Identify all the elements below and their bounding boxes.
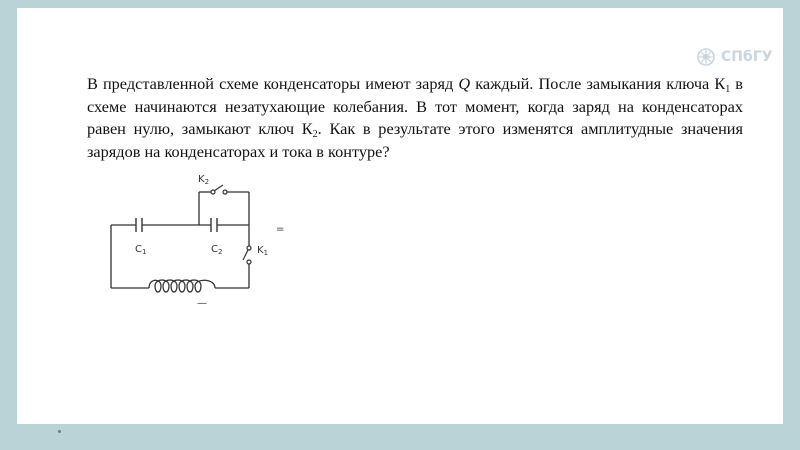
task-text bbox=[87, 73, 743, 163]
dash-mark: — bbox=[197, 298, 207, 308]
capacitor-c1 bbox=[136, 218, 142, 232]
c1-label: $C_1$ bbox=[135, 244, 147, 256]
capacitor-c2 bbox=[211, 218, 217, 232]
switch-k1 bbox=[243, 246, 251, 264]
k1-label: $K_1$ bbox=[257, 245, 269, 257]
circuit-wires bbox=[111, 192, 249, 288]
k2-subscript: 2 bbox=[312, 129, 318, 140]
logo-text: СПбГУ bbox=[721, 49, 773, 65]
page-indicator-dot bbox=[58, 430, 61, 433]
k2-label: $K_2$ bbox=[198, 174, 210, 186]
emblem-icon bbox=[695, 46, 717, 68]
university-logo bbox=[695, 46, 772, 68]
circuit-diagram bbox=[105, 168, 289, 308]
task-paragraph bbox=[87, 73, 743, 163]
switch-k2 bbox=[211, 185, 227, 194]
c2-label: $C_2$ bbox=[211, 244, 223, 256]
task-text-part2: каждый. После замыкания ключа К bbox=[470, 74, 726, 93]
task-text-part1: В представленной схеме конденсаторы имеют заряд bbox=[87, 74, 459, 93]
charge-symbol: Q bbox=[458, 74, 471, 93]
task-text-part3: в схеме начинаются незатухающие колебания. В тот момент, когда заряд на конденсаторах равен нулю, замыкают ключ К bbox=[87, 74, 743, 138]
slide bbox=[17, 8, 783, 424]
inductor-coil bbox=[149, 280, 215, 292]
k1-subscript: 1 bbox=[725, 84, 731, 95]
task-text-part4: . Как в результате этого изменятся амплитудные значения зарядов на конденсаторах и тока в контуре? bbox=[87, 119, 743, 161]
eq-mark: = bbox=[276, 224, 285, 235]
